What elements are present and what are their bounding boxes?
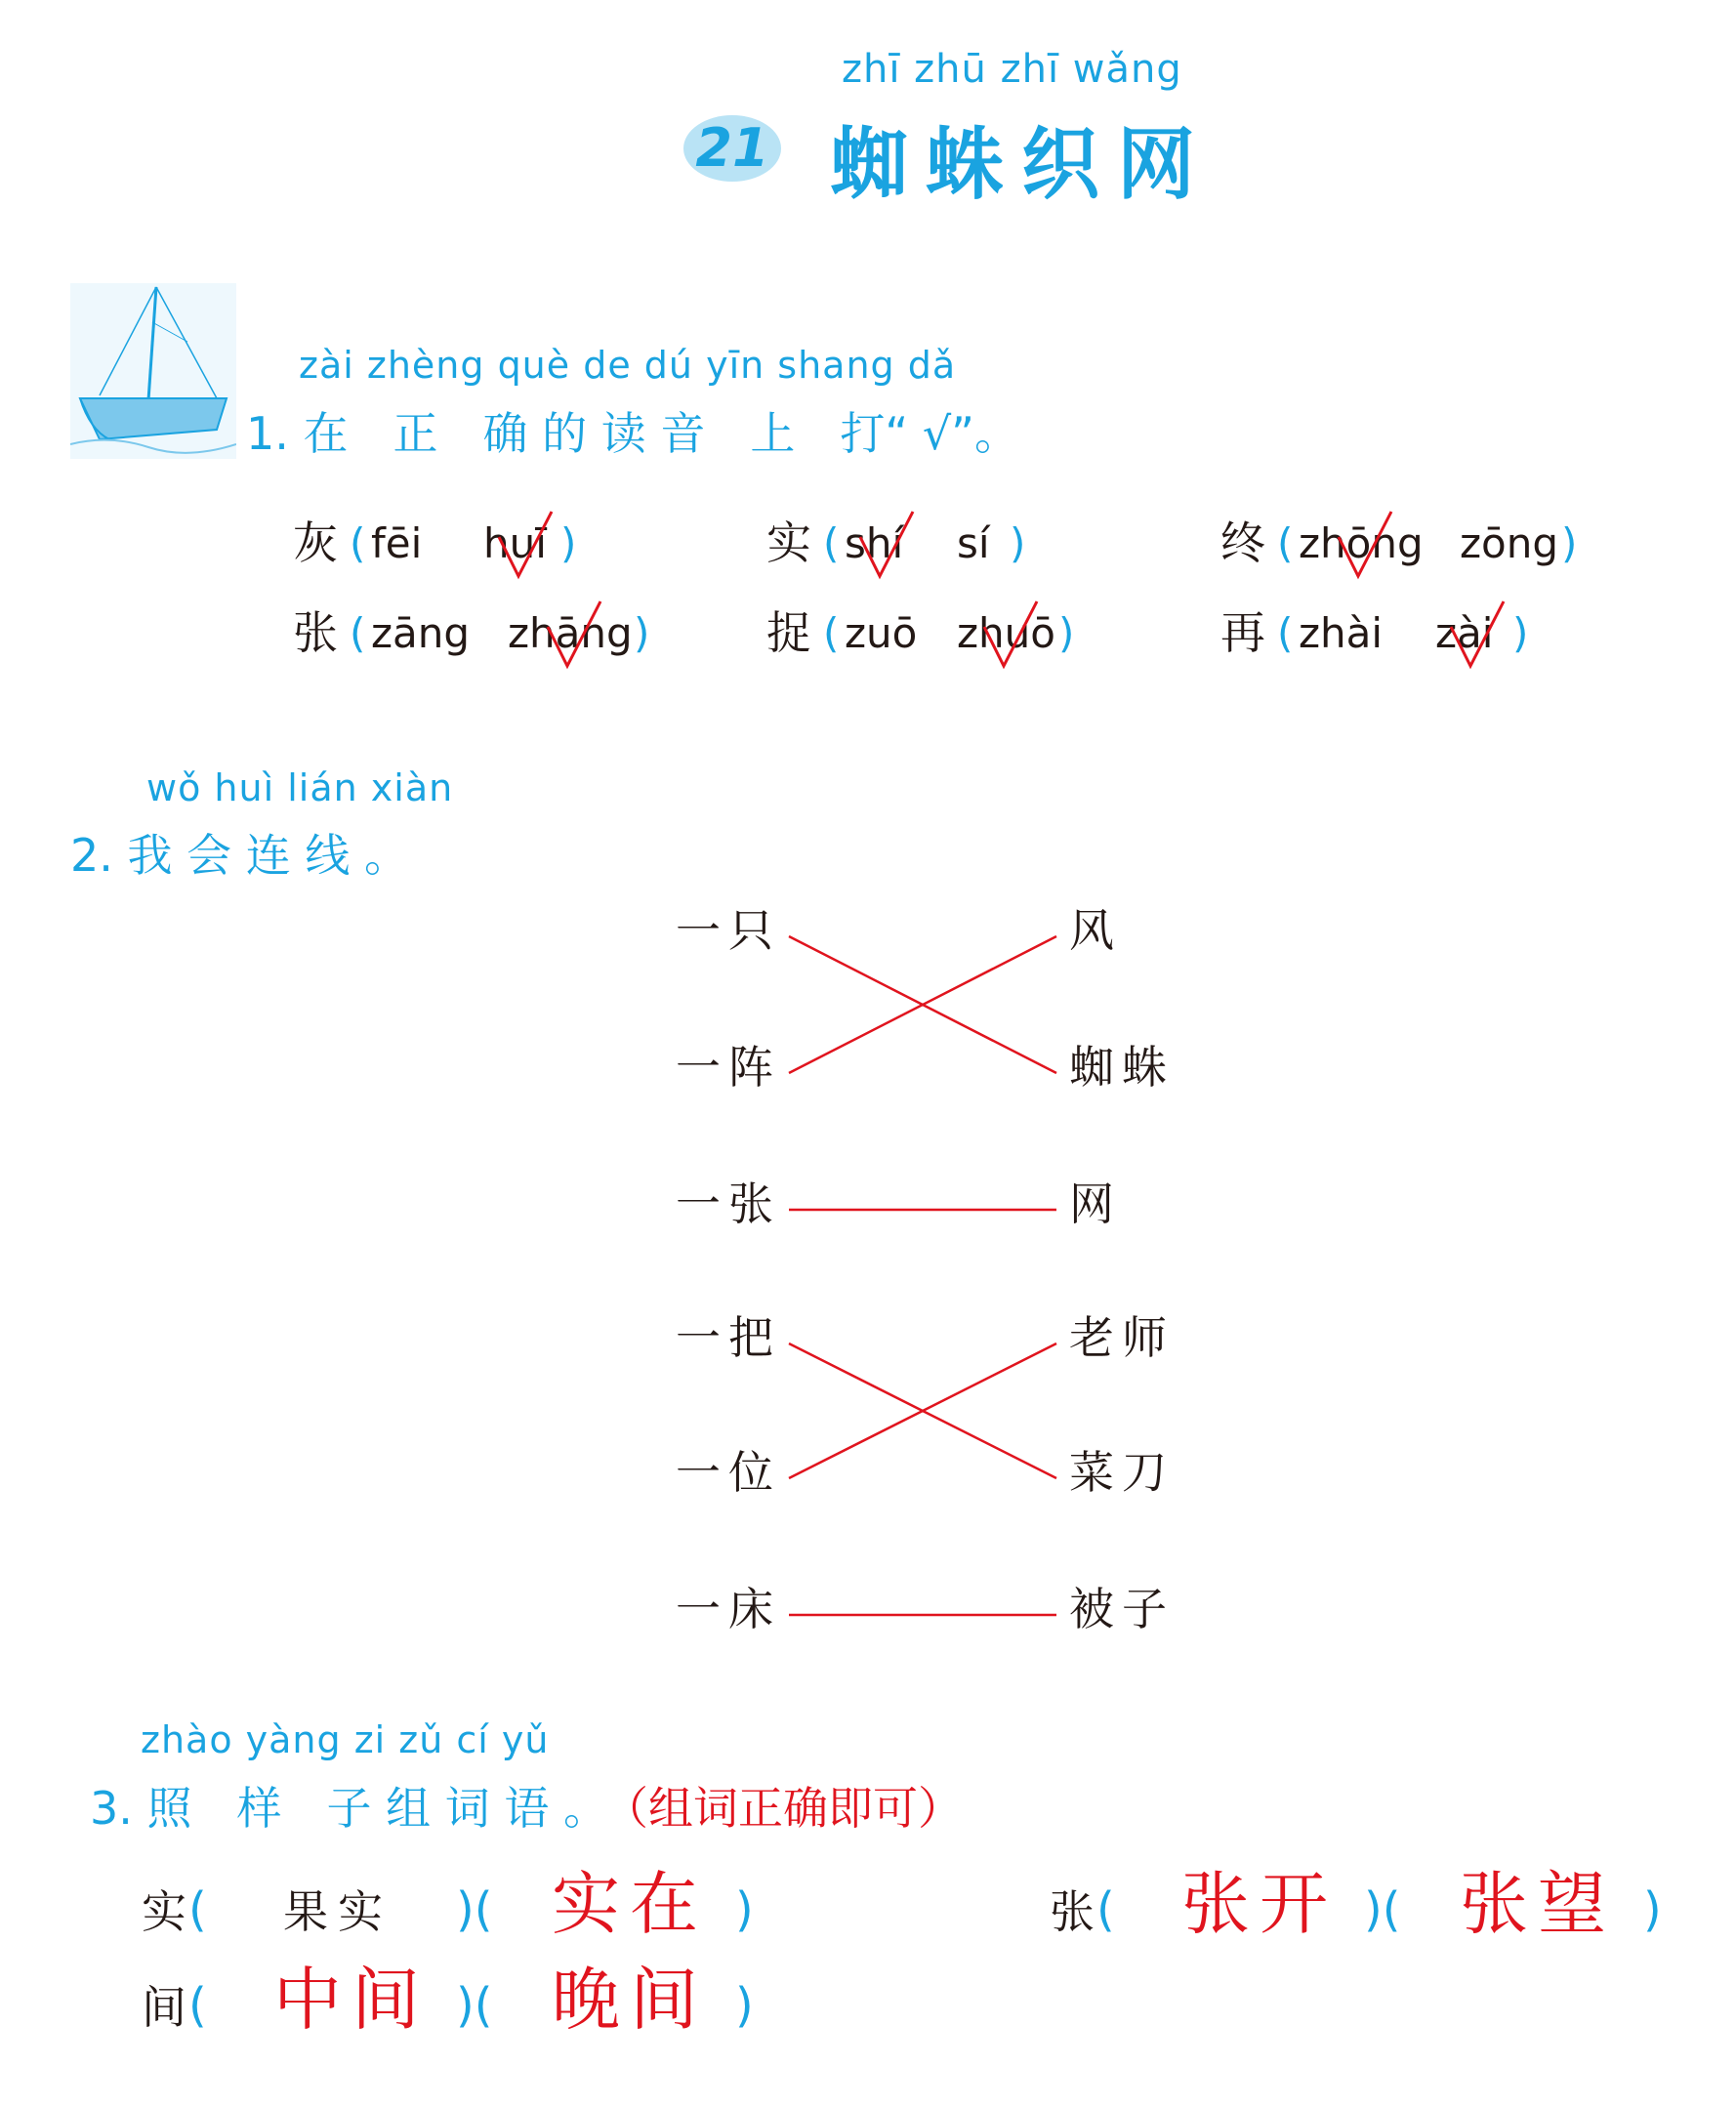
paren-open: (	[823, 609, 840, 657]
lesson-title: 蜘蛛织网	[830, 119, 1213, 210]
left-word[interactable]: 一把	[676, 1311, 781, 1364]
q1-char: 张	[293, 606, 338, 659]
q3-note: （组词正确即可）	[603, 1782, 963, 1835]
paren-close: )	[1512, 609, 1529, 657]
right-word[interactable]: 菜刀	[1069, 1446, 1175, 1499]
q3-heading: 3. 照 样 子 组 词 语 。	[90, 1782, 608, 1835]
paren-open: (	[188, 1882, 207, 1937]
q1-char: 终	[1220, 517, 1265, 569]
q3-pinyin: zhào yàng zi zǔ cí yǔ	[141, 1718, 550, 1761]
pinyin-option-1[interactable]: zhài	[1299, 609, 1384, 657]
pinyin-option-1[interactable]: zāng	[371, 609, 471, 657]
q2-heading: 2. 我 会 连 线 。	[70, 829, 409, 882]
right-word[interactable]: 网	[1069, 1178, 1122, 1230]
paren-close: )	[1643, 1882, 1662, 1937]
paren-open: (	[350, 609, 366, 657]
left-word[interactable]: 一位	[676, 1446, 781, 1499]
paren-close: )	[1561, 519, 1578, 567]
right-word[interactable]: 蜘蛛	[1069, 1041, 1175, 1094]
pinyin-option-2[interactable]: huī	[483, 519, 547, 567]
paren-open: (	[1277, 609, 1294, 657]
lesson-number: 21	[695, 117, 769, 179]
q1-char: 再	[1220, 606, 1265, 659]
paren-close: )	[735, 1978, 754, 2033]
left-word[interactable]: 一阵	[676, 1041, 781, 1094]
left-word[interactable]: 一只	[676, 904, 781, 957]
q2-pinyin: wǒ huì lián xiàn	[146, 766, 454, 809]
paren-close: )	[560, 519, 577, 567]
answer-word[interactable]: 张开	[1181, 1864, 1338, 1944]
q3-char: 间	[142, 1981, 186, 2034]
pinyin-option-2[interactable]: zhuō	[957, 609, 1055, 657]
pinyin-option-2[interactable]: zōng	[1460, 519, 1559, 567]
q3-char: 张	[1050, 1885, 1095, 1938]
paren-open: (	[188, 1978, 207, 2033]
paren-open: (	[1096, 1882, 1115, 1937]
pinyin-option-1[interactable]: fēi	[371, 519, 423, 567]
paren-pair: )(	[1364, 1882, 1401, 1937]
paren-close: )	[735, 1882, 754, 1937]
q1-char: 灰	[293, 517, 338, 569]
paren-open: (	[823, 519, 840, 567]
example-word: 果实	[283, 1885, 393, 1938]
answer-word[interactable]: 实在	[552, 1864, 708, 1944]
right-word[interactable]: 被子	[1069, 1583, 1175, 1635]
paren-pair: )(	[456, 1978, 493, 2033]
paren-open: (	[1277, 519, 1294, 567]
right-word[interactable]: 老师	[1069, 1311, 1175, 1364]
q1-char: 实	[766, 517, 811, 569]
answer-word[interactable]: 张望	[1460, 1864, 1616, 1944]
answer-word[interactable]: 中间	[273, 1960, 430, 2040]
paren-open: (	[350, 519, 366, 567]
pinyin-option-2[interactable]: zhāng	[508, 609, 633, 657]
q3-char: 实	[142, 1885, 186, 1938]
answer-word[interactable]: 晚间	[552, 1960, 708, 2040]
paren-close: )	[1058, 609, 1075, 657]
paren-close: )	[1010, 519, 1026, 567]
left-word[interactable]: 一张	[676, 1178, 781, 1230]
right-word[interactable]: 风	[1069, 904, 1122, 957]
pinyin-option-1[interactable]: shí	[845, 519, 904, 567]
pinyin-option-1[interactable]: zhōng	[1299, 519, 1424, 567]
q1-heading: 1. 在 正 确 的 读 音 上 打“ √”。	[246, 407, 1019, 460]
q1-char: 捉	[766, 606, 811, 659]
pinyin-option-2[interactable]: sí	[957, 519, 990, 567]
paren-pair: )(	[456, 1882, 493, 1937]
title-pinyin: zhī zhū zhī wǎng	[842, 47, 1182, 92]
pinyin-option-1[interactable]: zuō	[845, 609, 918, 657]
q1-pinyin: zài zhèng què de dú yīn shang dǎ	[299, 344, 957, 387]
left-word[interactable]: 一床	[676, 1583, 781, 1635]
paren-close: )	[634, 609, 650, 657]
pinyin-option-2[interactable]: zài	[1435, 609, 1494, 657]
